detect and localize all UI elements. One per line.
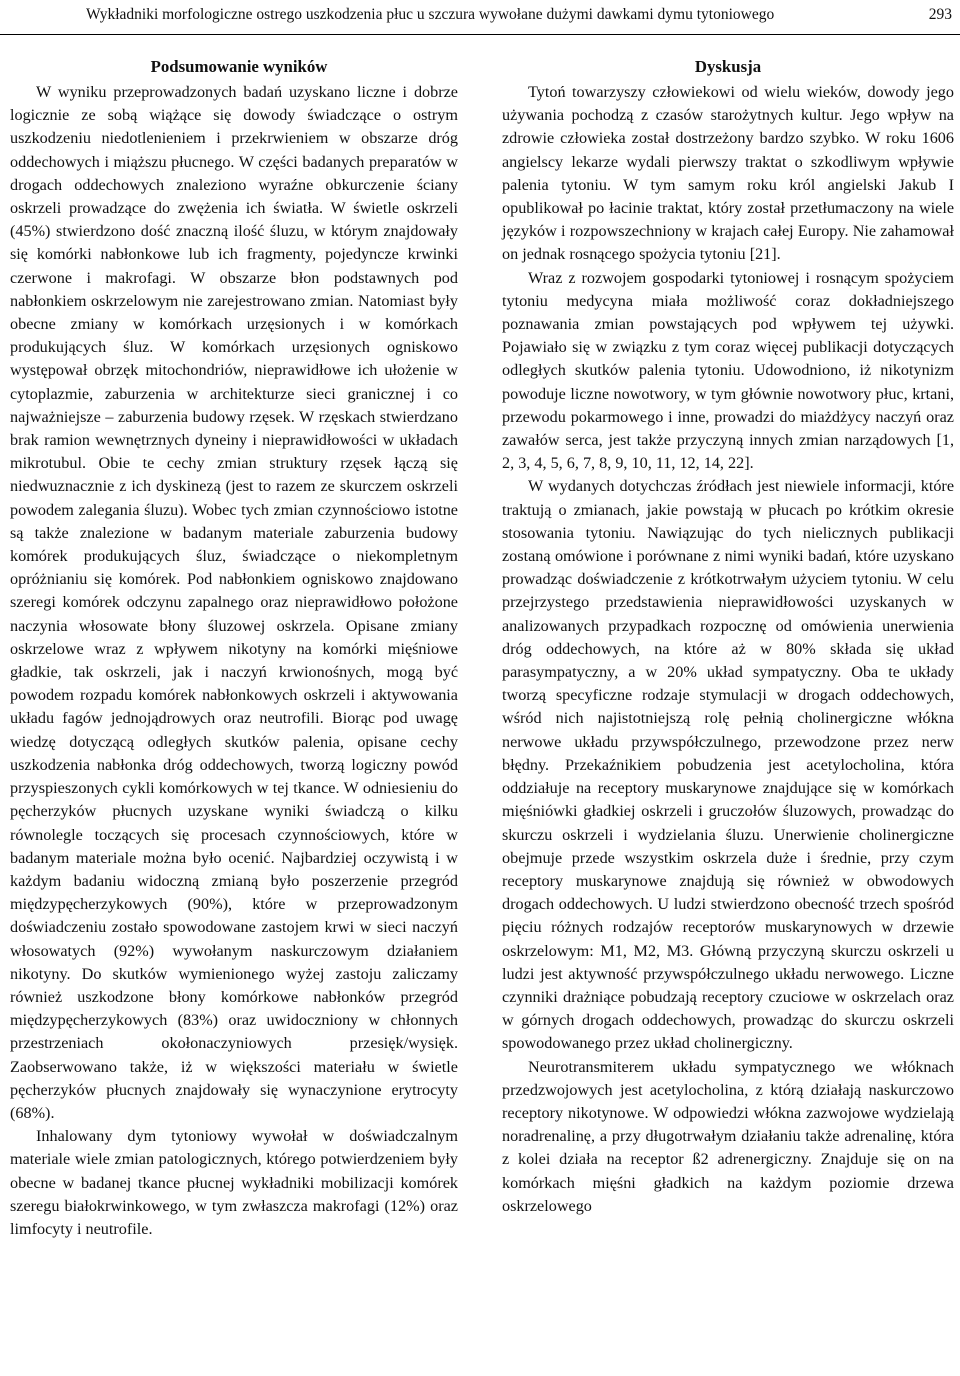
running-title: Wykładniki morfologiczne ostrego uszkodzenia płuc u szczura wywołane dużymi dawkami dymu tytoniowego xyxy=(86,6,775,23)
left-column xyxy=(10,55,458,1241)
paragraph: Neurotransmiterem układu sympatycznego we włóknach przedzwojowych jest acetylocholina, z którą działają naskurczowo receptory nikotynowe. W odpowiedzi włókna zazwojowe wydzielają noradrenalinę, a przy długotrwałym działaniu także adrenalinę, która z kolei działa na receptor ß2 adrenergiczny. Znajduje się on na komórkach mięśni gładkich na każdym poziomie drzewa oskrzelowego xyxy=(502,1057,954,1215)
right-column xyxy=(502,55,954,1218)
header-rule xyxy=(0,34,960,35)
paragraph: W wydanych dotychczas źródłach jest niewiele informacji, które traktują o zmianach, jakie powstają w płucach po krótkim okresie stosowania tytoniu. Nawiązując do tych nielicznych publikacji zostaną omówione i porównane z nimi wyniki badań, które uzyskano prowadząc doświadczenie z krótkotrwałym użyciem tytoniu. W celu przejrzystego przedstawienia nieprawidłowości uzyskanych w analizowanych przypadkach rozpocznę od omówienia unerwienia dróg oddechowych, na które aż w 80% składa się układ parasympatyczny, a w 20% układ sympatyczny. Oba te układy tworzą specyficzne rodzaje stymulacji w drogach oddechowych, wśród nich najistotniejszą rolę pełnią cholinergiczne włókna nerwowe układu przywspółczulnego, przewodzone przez nerw błędny. Przekaźnikiem pobudzenia jest acetylocholina, która oddziałuje na receptory muskarynowe znajdujące się w komórkach mięśniówki gładkiej oskrzeli i gruczołów śluzowych, prowadząc do skurczu oskrzeli i wydzielania śluzu. Unerwienie cholinergiczne obejmuje przede wszystkim oskrzela duże i średnie, przy czym receptory muskarynowe znajdują się również w obwodowych drogach oddechowych. U ludzi stwierdzono obecność trzech spośród pięciu różnych rodzajów receptorów muskarynowych w drzewie oskrzelowym: M1, M2, M3. Główną przyczyną skurczu oskrzeli u ludzi jest aktywność przywspółczulnego układu nerwowego. Liczne czynniki drażniące pobudzają receptory czuciowe w oskrzelach oraz w górnych drogach oddechowych, prowadząc do skurczu oskrzeli spowodowanego przez układ cholinergiczny. xyxy=(502,477,954,1053)
section-heading-discussion: Dyskusja xyxy=(694,57,762,76)
paragraph: Tytoń towarzyszy człowiekowi od wielu wieków, dowody jego używania pochodzą z czasów starożytnych kultur. Jego wpływ na zdrowie człowieka został dostrzeżony bardzo szybko. W roku 1606 angielscy lekarze wydali pierwszy traktat o szkodliwym wpływie palenia tytoniu. W tym samym roku król angielski Jakub I opublikował po łacinie traktat, który został przetłumaczony na wiele języków i rozpowszechniony w krajach całej Europy. Nie zahamował on jednak rosnącego spożycia tytoniu [21]. xyxy=(502,83,954,264)
section-heading-results-summary: Podsumowanie wyników xyxy=(150,57,328,76)
running-header xyxy=(0,6,960,28)
page-number: 293 xyxy=(928,6,952,23)
paragraph: Inhalowany dym tytoniowy wywołał w doświadczalnym materiale wiele zmian patologicznych, którego potwierdzeniem były obecne w badanej tkance płucnej wykładniki mobilizacji komórek szeregu białokrwinkowego, w tym zwłaszcza makrofagi (12%) oraz limfocyty i neutrofile. xyxy=(10,1127,458,1238)
paragraph: Wraz z rozwojem gospodarki tytoniowej i rosnącym spożyciem tytoniu medycyna miała możliwość coraz dokładniejszego poznawania zmian powstających pod wpływem tej używki. Pojawiało się w związku z tym coraz więcej publikacji dotyczących odległych skutków palenia tytoniu. Udowodniono, iż nikotynizm powoduje liczne nowotwory, w tym głównie nowotwory płuc, krtani, przewodu pokarmowego i inne, prowadzi do miażdżycy naczyń oraz zawałów serca, jest także przyczyną innych zmian narządowych [1, 2, 3, 4, 5, 6, 7, 8, 9, 10, 11, 12, 14, 22]. xyxy=(502,268,954,473)
paragraph: W wyniku przeprowadzonych badań uzyskano liczne i dobrze logicznie ze sobą wiążące się dowody świadczące o ostrym uszkodzeniu niedotlenieniem i przekrwieniem w obszarze dróg oddechowych i miąższu płucnego. W części badanych preparatów w drogach oddechowych znaleziono wyraźne obkurczenie ściany oskrzeli prowadzące do zwężenia ich światła. W świetle oskrzeli (45%) stwierdzono dość znaczną ilość śluzu, w którym znajdowały się komórki nabłonkowe lub ich fragmenty, pojedyncze krwinki czerwone i makrofagi. W obszarze błon podstawnych pod nabłonkiem oskrzelowym nie zarejestrowano zmian. Natomiast były obecne zmiany w komórkach urzęsionych i w komórkach produkujących śluz. W komórkach urzęsionych ogniskowo występował obrzęk mitochondriów, nieprawidłowe ich ułożenie w cytoplazmie, zaburzenia w architekturze sieci granicznej i co najważniejsze – zaburzenia budowy rzęsek. W rzęskach stwierdzano brak ramion wewnętrznych dyneiny i nieprawidłowości w układach mikrotubul. Obie te cechy zmian struktury rzęsek łączą się niedwuznacznie z ich dyskinezą (jest to razem ze skurczem oskrzeli powodem zalegania śluzu). Wobec tych zmian czynnościowo istotne są także znalezione w badanym materiale zaburzenia budowy komórek produkujących śluz, świadczące o niekompletnym opróżnianiu się komórek. Pod nabłonkiem ogniskowo znajdowano szeregi komórek odczynu zapalnego oraz nieprawidłowo położone naczynia włosowate błony śluzowej oskrzela. Opisane zmiany oskrzelowe wraz z wpływem nikotyny na komórki mięśniowe gładkie, tak oskrzeli, jak i naczyń krwionośnych, mogą być powodem rozpadu komórek nabłonkowych oskrzeli i aktywowania układu fagów jednojądrowych oraz neutrofili. Biorąc pod uwagę wiedzę dotyczącą odległych skutków palenia, opisane cechy uszkodzenia nabłonka dróg oddechowych, tworzą logiczny powód przyspieszonych cykli komórkowych w tej tkance. W odniesieniu do pęcherzyków płucnych uzyskane wyniki świadczą o kilku równolegle toczących się procesach czynnościowych, które w badanym materiale można było ocenić. Najbardziej oczywistą i w każdym badaniu widoczną zmianą było poszerzenie przegród międzypęcherzykowych (90%), które w przeprowadzonym doświadczeniu zostało spowodowane zastojem krwi w sieci naczyń włosowatych (92%) wywołanym naskurczowym działaniem nikotyny. Do skutków wymienionego wyżej zastoju zaliczamy również uszkodzone błony komórkowe nabłonków przegród międzypęcherzykowych (83%) oraz uwidoczniony w chłonnych przestrzeniach okołonaczyniowych przesięk/wysięk. Zaobserwowano także, iż w większości materiału w świetle pęcherzyków płucnych znajdowały się wynaczynione erytrocyty (68%). xyxy=(10,83,458,1122)
